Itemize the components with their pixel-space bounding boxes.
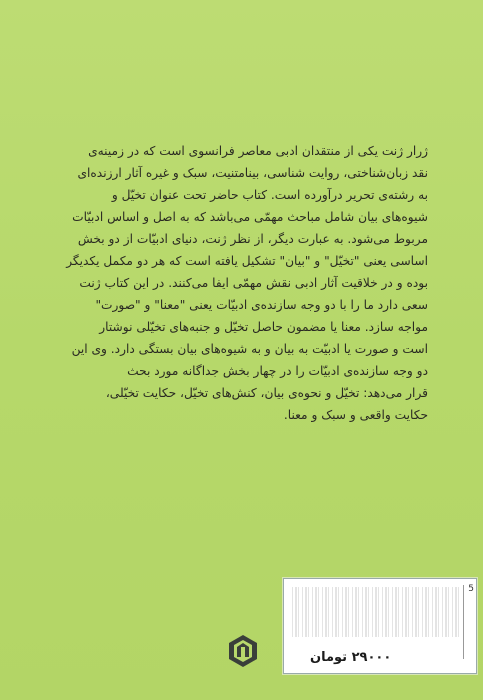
- description-line: شیوه‌های بیان شامل مباحث مهمّی می‌باشد که به اصل و اساس ادبیّات: [72, 210, 428, 224]
- description-line: مواجه سازد. معنا یا مضمون حاصل تخیّل و جنبه‌های تخیّلی نوشتار: [99, 320, 428, 334]
- description-line: حکایت واقعی و سبک و معنا.: [283, 408, 428, 422]
- description-line: بوده و در خلاقیت آثار ادبی نقش مهمّی ایفا می‌کنند. در این کتاب ژنت: [79, 276, 428, 290]
- edge-digit: 5: [468, 584, 474, 594]
- price-label: [283, 578, 477, 674]
- publisher-logo-icon: [226, 634, 260, 668]
- label-edge: [463, 585, 472, 659]
- description-line: سعی دارد ما را با دو وجه سازنده‌ی ادبیّات یعنی "معنا" و "صورت": [95, 298, 428, 312]
- description-line: به رشته‌ی تحریر درآورده است. کتاب حاضر تحت عنوان تخیّل و: [111, 188, 428, 202]
- description-line: ژرار ژنت یکی از منتقدان ادبی معاصر فرانسوی است که در زمینه‌ی: [88, 144, 428, 158]
- description-line: قرار می‌دهد: تخیّل و نحوه‌ی بیان، کنش‌های تخیّل، حکایت تخیّلی،: [105, 386, 428, 400]
- description-line: اساسی یعنی "تخیّل" و "بیان" تشکیل یافته است که هر دو مکمل یکدیگر: [66, 254, 428, 268]
- description-line: دو وجه سازنده‌ی ادبیّات را در چهار بخش جداگانه مورد بحث: [127, 364, 428, 378]
- barcode-area: [292, 587, 462, 637]
- description-line: است و صورت یا ادبیّت به بیان و به شیوه‌های بیان بستگی دارد. وی این: [71, 342, 428, 356]
- book-description: [58, 140, 428, 426]
- book-price: ۲۹۰۰۰ تومان: [310, 650, 392, 665]
- description-line: مربوط می‌شود. به عبارت دیگر، از نظر ژنت، دنیای ادبیّات از دو بخش: [77, 232, 428, 246]
- description-line: نقد زبان‌شناختی، روایت شناسی، بینامتنیت، سبک و غیره آثار ارزنده‌ای: [77, 166, 428, 180]
